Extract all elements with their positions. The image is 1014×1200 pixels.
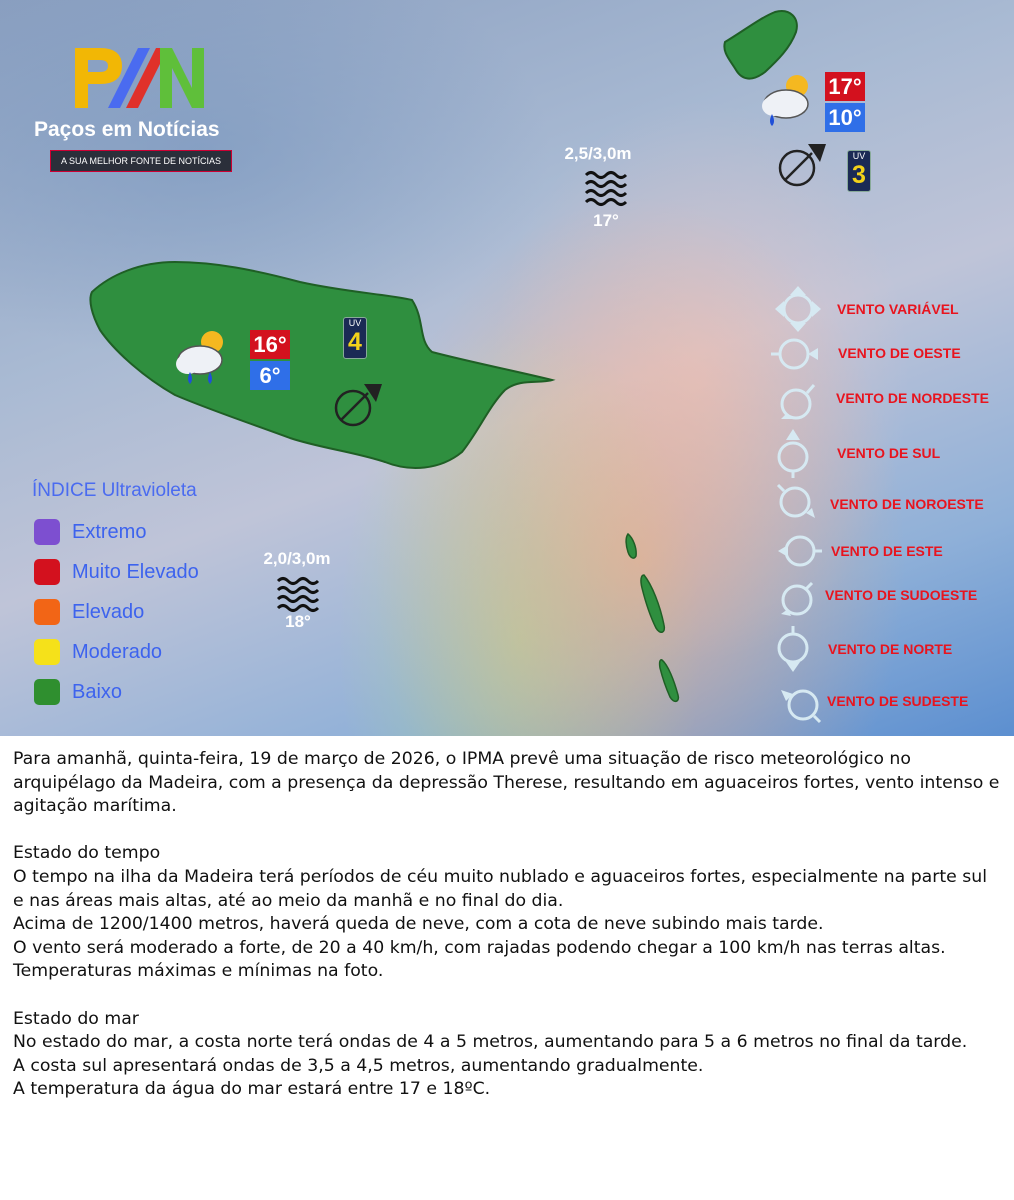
logo-mark xyxy=(75,48,204,108)
wind-legend-label: VENTO DE OESTE xyxy=(838,345,961,361)
wind-legend-label: VENTO VARIÁVEL xyxy=(837,301,959,317)
sea-paragraph: A costa sul apresentará ondas de 3,5 a 4,5 metros, aumentando gradualmente. xyxy=(13,1055,704,1076)
article-body xyxy=(13,748,1003,1102)
uv-legend-label: Muito Elevado xyxy=(72,560,199,583)
north-wave-icon xyxy=(586,173,626,205)
wind-legend-label: VENTO DE SUDESTE xyxy=(827,693,969,709)
article-intro: Para amanhã, quinta-feira, 19 de março de 2026, o IPMA prevê uma situação de risco meteorológico no arquipélago da Madeira, com a presença da depressão Therese, resultando em aguaceiros fortes, vento intenso e agitação marítima. xyxy=(13,749,1000,817)
sea-heading: Estado do mar xyxy=(13,1008,139,1029)
porto-santo-weather-icon xyxy=(762,75,808,126)
weather-paragraph: Temperaturas máximas e mínimas na foto. xyxy=(13,961,384,982)
uv-legend-item xyxy=(34,599,144,625)
wind-legend-label: VENTO DE NORDESTE xyxy=(836,390,989,406)
uv-legend-label: Moderado xyxy=(72,640,163,663)
sea-paragraph: No estado do mar, a costa norte terá ondas de 4 a 5 metros, aumentando para 5 a 6 metros no final da tarde. xyxy=(13,1032,968,1053)
uv-legend-label: Baixo xyxy=(72,680,123,703)
porto-santo-wind-icon xyxy=(780,144,826,185)
uv-legend-swatch xyxy=(34,519,60,545)
logo-tagline: A SUA MELHOR FONTE DE NOTÍCIAS xyxy=(50,150,232,172)
porto-santo-uv-badge xyxy=(847,150,871,192)
porto-santo-max-temp: 17° xyxy=(825,72,865,101)
uv-legend-swatch xyxy=(34,679,60,705)
weather-paragraph: O tempo na ilha da Madeira terá períodos de céu muito nublado e aguaceiros fortes, especialmente na parte sul e nas áreas mais altas, até ao meio da manhã e no final do dia. xyxy=(13,866,988,911)
south-wave-icon xyxy=(278,579,318,611)
wind-legend-label: VENTO DE ESTE xyxy=(831,543,943,559)
wind-south-icon xyxy=(779,429,807,478)
wind-east-icon xyxy=(778,537,822,565)
north-water-temp: 17° xyxy=(593,211,619,230)
porto-santo-uv-label: UV xyxy=(852,151,866,161)
weather-heading: Estado do tempo xyxy=(13,843,161,864)
north-waves-height: 2,5/3,0m xyxy=(564,144,632,163)
wind-legend-label: VENTO DE SUL xyxy=(837,445,941,461)
wind-west-icon xyxy=(771,340,818,368)
sea-paragraph: A temperatura da água do mar estará entre 17 e 18ºC. xyxy=(13,1079,491,1100)
weather-paragraph: O vento será moderado a forte, de 20 a 40 km/h, com rajadas podendo chegar a 100 km/h nas terras altas. xyxy=(13,937,946,958)
uv-legend-swatch xyxy=(34,559,60,585)
wind-variable-icon xyxy=(775,286,821,332)
uv-legend-item xyxy=(34,519,146,545)
wind-legend-label: VENTO DE NORTE xyxy=(828,641,953,657)
wind-southwest-icon xyxy=(781,583,812,616)
desertas-island-south xyxy=(660,660,679,702)
uv-legend-item xyxy=(34,679,122,705)
porto-santo-uv-value: 3 xyxy=(852,161,866,189)
weather-paragraph: Acima de 1200/1400 metros, haverá queda de neve, com a cota de neve subindo mais tarde. xyxy=(13,914,824,935)
madeira-uv-label: UV xyxy=(348,318,362,328)
wind-legend-label: VENTO DE SUDOESTE xyxy=(825,587,978,603)
uv-legend-item xyxy=(34,639,162,665)
madeira-max-temp: 16° xyxy=(250,330,290,359)
wind-north-icon xyxy=(779,626,807,672)
south-waves-height: 2,0/3,0m xyxy=(263,549,331,568)
desertas-island-middle xyxy=(641,575,664,632)
uv-legend-swatch xyxy=(34,599,60,625)
madeira-uv-badge xyxy=(343,317,367,359)
logo-name: Paços em Notícias xyxy=(34,118,220,141)
uv-legend-label: Extremo xyxy=(72,520,147,543)
uv-legend-item xyxy=(34,559,199,585)
porto-santo-min-temp: 10° xyxy=(825,103,865,132)
desertas-island-north xyxy=(626,534,636,558)
wind-northwest-icon xyxy=(778,485,815,518)
wind-legend-label: VENTO DE NOROESTE xyxy=(830,496,984,512)
south-water-temp: 18° xyxy=(285,612,311,631)
uv-legend-swatch xyxy=(34,639,60,665)
madeira-uv-value: 4 xyxy=(348,328,362,356)
uv-legend-title: ÍNDICE Ultravioleta xyxy=(32,480,197,501)
wind-southeast-icon xyxy=(781,690,820,722)
wind-northeast-icon xyxy=(781,385,814,419)
madeira-island xyxy=(90,262,552,468)
madeira-min-temp: 6° xyxy=(250,361,290,390)
porto-santo-island xyxy=(724,11,797,78)
uv-legend-label: Elevado xyxy=(72,600,145,623)
